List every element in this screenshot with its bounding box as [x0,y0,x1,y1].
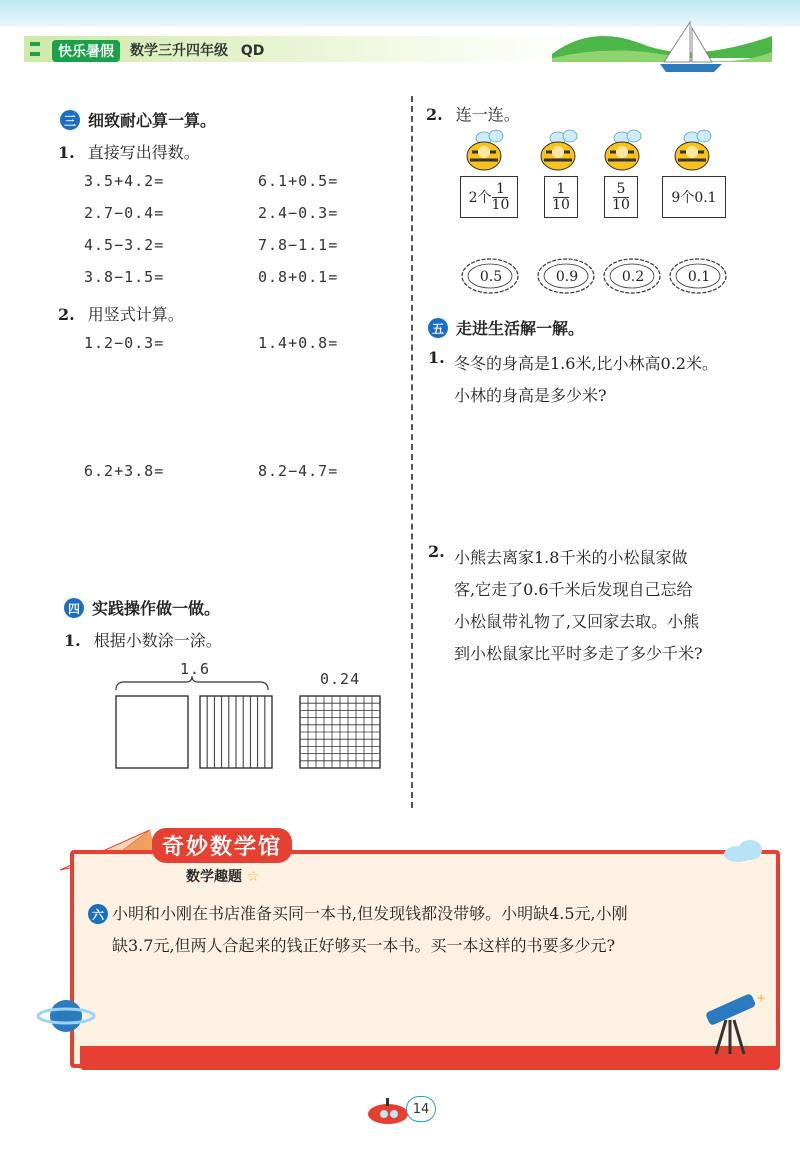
decimal-label-1-6: 1.6 [180,660,211,678]
question-right-2 [426,102,520,125]
fraction [552,182,570,212]
fun-section-subtitle [186,866,259,886]
subject-text: 数学三升四年级 [130,43,228,59]
page-number: 14 [406,1096,436,1122]
section-badge-5: 五 [428,318,448,338]
question-3-1 [58,140,200,163]
question-5-1 [428,348,784,412]
fraction [492,182,510,212]
edition-text: QD [240,43,265,59]
section-badge-4: 四 [64,598,84,618]
fraction-denominator: 10 [612,196,630,213]
equation: 4.5−3.2= [84,236,165,254]
fun-section-title: 奇妙数学馆 [152,828,292,863]
fraction-numerator: 5 [616,180,626,197]
column-divider [411,96,413,808]
question-text: 直接写出得数。 [87,143,200,162]
section-title-5: 走进生活解一解。 [456,319,585,338]
bees-row [462,128,732,174]
fun-box-scroll-edge [80,1046,780,1070]
question-text: 根据小数涂一涂。 [93,631,222,650]
series-logo: 快乐暑假 [52,40,120,62]
question-number: 1. [428,348,445,367]
equation: 6.1+0.5= [258,172,339,190]
equation: 3.5+4.2= [84,172,165,190]
question-line: 冬冬的身高是1.6米,比小林高0.2米。 [454,354,718,373]
fraction [612,182,630,212]
question-4-1 [64,628,222,651]
card-text: 9个0.1 [671,190,717,206]
section-badge-6: 六 [88,904,108,924]
match-card[interactable] [604,176,638,218]
flower-value[interactable]: 0.5 [479,269,503,285]
problem-line: 小明和小刚在书店准备买同一本书,但发现钱都没带够。小明缺4.5元,小刚 [112,904,628,923]
question-5-2 [428,542,784,670]
question-number: 2. [58,305,75,324]
bee-icon [467,130,503,170]
question-3-2 [58,302,184,325]
fraction-denominator: 10 [491,196,510,213]
question-line: 小熊去离家1.8千米的小松鼠家做 [454,548,688,567]
page-header [0,0,800,90]
equation: 7.8−1.1= [258,236,339,254]
tenths-square[interactable] [200,696,272,768]
question-line: 小松鼠带礼物了,又回家去取。小熊 [454,612,700,631]
bee-icon [605,130,641,170]
equation: 1.4+0.8= [258,334,339,352]
flower-value[interactable]: 0.2 [621,269,645,285]
section-title-3: 细致耐心算一算。 [88,111,217,130]
bee-icon [675,130,711,170]
card-prefix: 2个 [468,190,492,206]
planet-icon [36,990,96,1040]
match-card[interactable] [544,176,578,218]
cloud-icon [720,836,770,864]
fraction-denominator: 10 [552,196,570,213]
shading-figures [110,676,390,776]
equation: 2.7−0.4= [84,204,165,222]
question-text: 连一连。 [455,105,520,124]
match-card[interactable] [460,176,518,218]
question-line: 小林的身高是多少米? [454,386,607,405]
question-line: 客,它走了0.6千米后发现自己忘给 [454,580,693,599]
section-title-4: 实践操作做一做。 [92,599,221,618]
question-text: 用竖式计算。 [87,305,184,324]
fun-problem [112,898,772,962]
submarine-icon [362,1094,412,1128]
book-subject [130,40,264,60]
question-number: 1. [64,631,81,650]
problem-line: 缺3.7元,但两人合起来的钱正好够买一本书。买一本这样的书要多少元? [112,936,616,955]
fraction-numerator: 1 [556,180,566,197]
equation: 8.2−4.7= [258,462,339,480]
equation: 6.2+3.8= [84,462,165,480]
question-number: 2. [428,542,445,561]
sailboat-illustration [552,14,772,74]
fraction-numerator: 1 [496,180,505,197]
equation: 1.2−0.3= [84,334,165,352]
telescope-icon [692,990,772,1056]
question-number: 2. [426,105,443,124]
question-number: 1. [58,143,75,162]
header-mark [30,42,40,46]
whole-square[interactable] [116,696,188,768]
header-mark [30,52,40,56]
equation: 2.4−0.3= [258,204,339,222]
star-icon: ☆ [246,869,260,885]
flower-value[interactable]: 0.9 [555,269,579,285]
decimal-label-0-24: 0.24 [320,670,361,688]
subtitle-text: 数学趣题 [186,869,242,885]
question-line: 到小松鼠家比平时多走了多少千米? [454,644,703,663]
brace [116,676,268,690]
match-card[interactable] [662,176,726,218]
hundredths-grid[interactable] [300,696,380,768]
flower-value[interactable]: 0.1 [687,269,711,285]
svg-text:+: + [756,991,767,1005]
equation: 3.8−1.5= [84,268,165,286]
bee-icon [541,130,577,170]
section-badge-3: 三 [60,110,80,130]
equation: 0.8+0.1= [258,268,339,286]
